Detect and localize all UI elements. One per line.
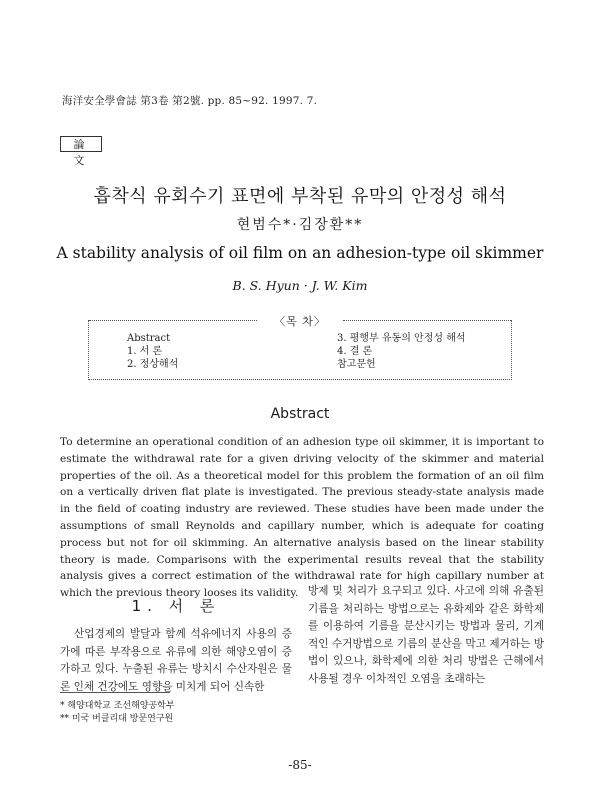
toc-left-column — [127, 332, 178, 371]
body-column-left — [60, 595, 292, 696]
toc-item: 참고문헌 — [337, 359, 376, 370]
abstract-heading: Abstract — [270, 406, 330, 422]
toc-item: 4. 결 론 — [337, 346, 373, 357]
toc-item: 3. 평행부 유동의 안정성 해석 — [337, 333, 466, 344]
footnote-affiliation-2: ** 미국 버클리대 방문연구원 — [60, 714, 174, 724]
page-number: -85- — [288, 758, 312, 772]
toc-heading: 〈목 차〉 — [274, 315, 326, 328]
title-english: A stability analysis of oil film on an adhesion-type oil skimmer — [56, 244, 544, 262]
toc-item: 2. 정상해석 — [127, 359, 179, 370]
journal-citation: 海洋安全學會誌 第3卷 第2號. pp. 85~92. 1997. 7. — [62, 95, 318, 107]
footnote-affiliation-1: * 해양대학교 조선해양공학부 — [60, 701, 175, 711]
toc-item: Abstract — [127, 333, 171, 344]
body-paragraph: 산업경제의 발달과 함께 석유에너지 사용의 증가에 따른 부작용으로 유류에 의한 해양오염이 증가하고 있다. 누출된 유류는 방치시 수산자원은 물론 인체 건강에도 영향을 미치게 되어 신속한 — [60, 628, 292, 693]
article-type-tag: 論 文 — [60, 136, 102, 152]
footnotes — [60, 700, 175, 726]
body-paragraph-continued: 방제 및 처리가 요구되고 있다. 사고에 의해 유출된 기름을 처리하는 방법으로는 유화제와 같은 화학제를 이용하여 기름을 분산시키는 방법과 물리, 기계적인 수거방법으로 기름의 분산을 막고 제거하는 방법이 있으나, 화학제에 의한 처리 방법은 근해에서 사용될 경우 이차적인 오염을 초래하는 — [308, 585, 544, 685]
body-column-right — [308, 583, 544, 688]
title-korean: 흡착식 유회수기 표면에 부착된 유막의 안정성 해석 — [93, 186, 507, 207]
table-of-contents — [88, 315, 512, 380]
authors-korean: 현범수*·김장환** — [236, 217, 364, 233]
toc-right-column — [337, 332, 466, 371]
authors-english: B. S. Hyun · J. W. Kim — [232, 278, 368, 293]
abstract-text: To determine an operational condition of an adhesion type oil skimmer, it is important to estimate the withdrawal rate for a given driving velocity of the skimmer and material properties of the oil. As a theoretical model for this problem the formation of an oil film on a vertically driven flat plate is investigated. The previous steady-state analysis made in the field of coating industry are reviewed. These studies have been made under the assumptions of small Reynolds and capillary number, which is adequate for coating process but not for oil skimming. An alternative analysis based on the linear stability theory is made. Comparisons with the experimental results reveal that the stability analysis gives a correct estimation of the withdrawal rate for high capillary number at which the previous theory looses its validity. — [60, 436, 544, 600]
toc-item: 1. 서 론 — [127, 346, 163, 357]
section-heading: 1. 서 론 — [131, 597, 221, 615]
footnote-divider — [60, 692, 170, 693]
